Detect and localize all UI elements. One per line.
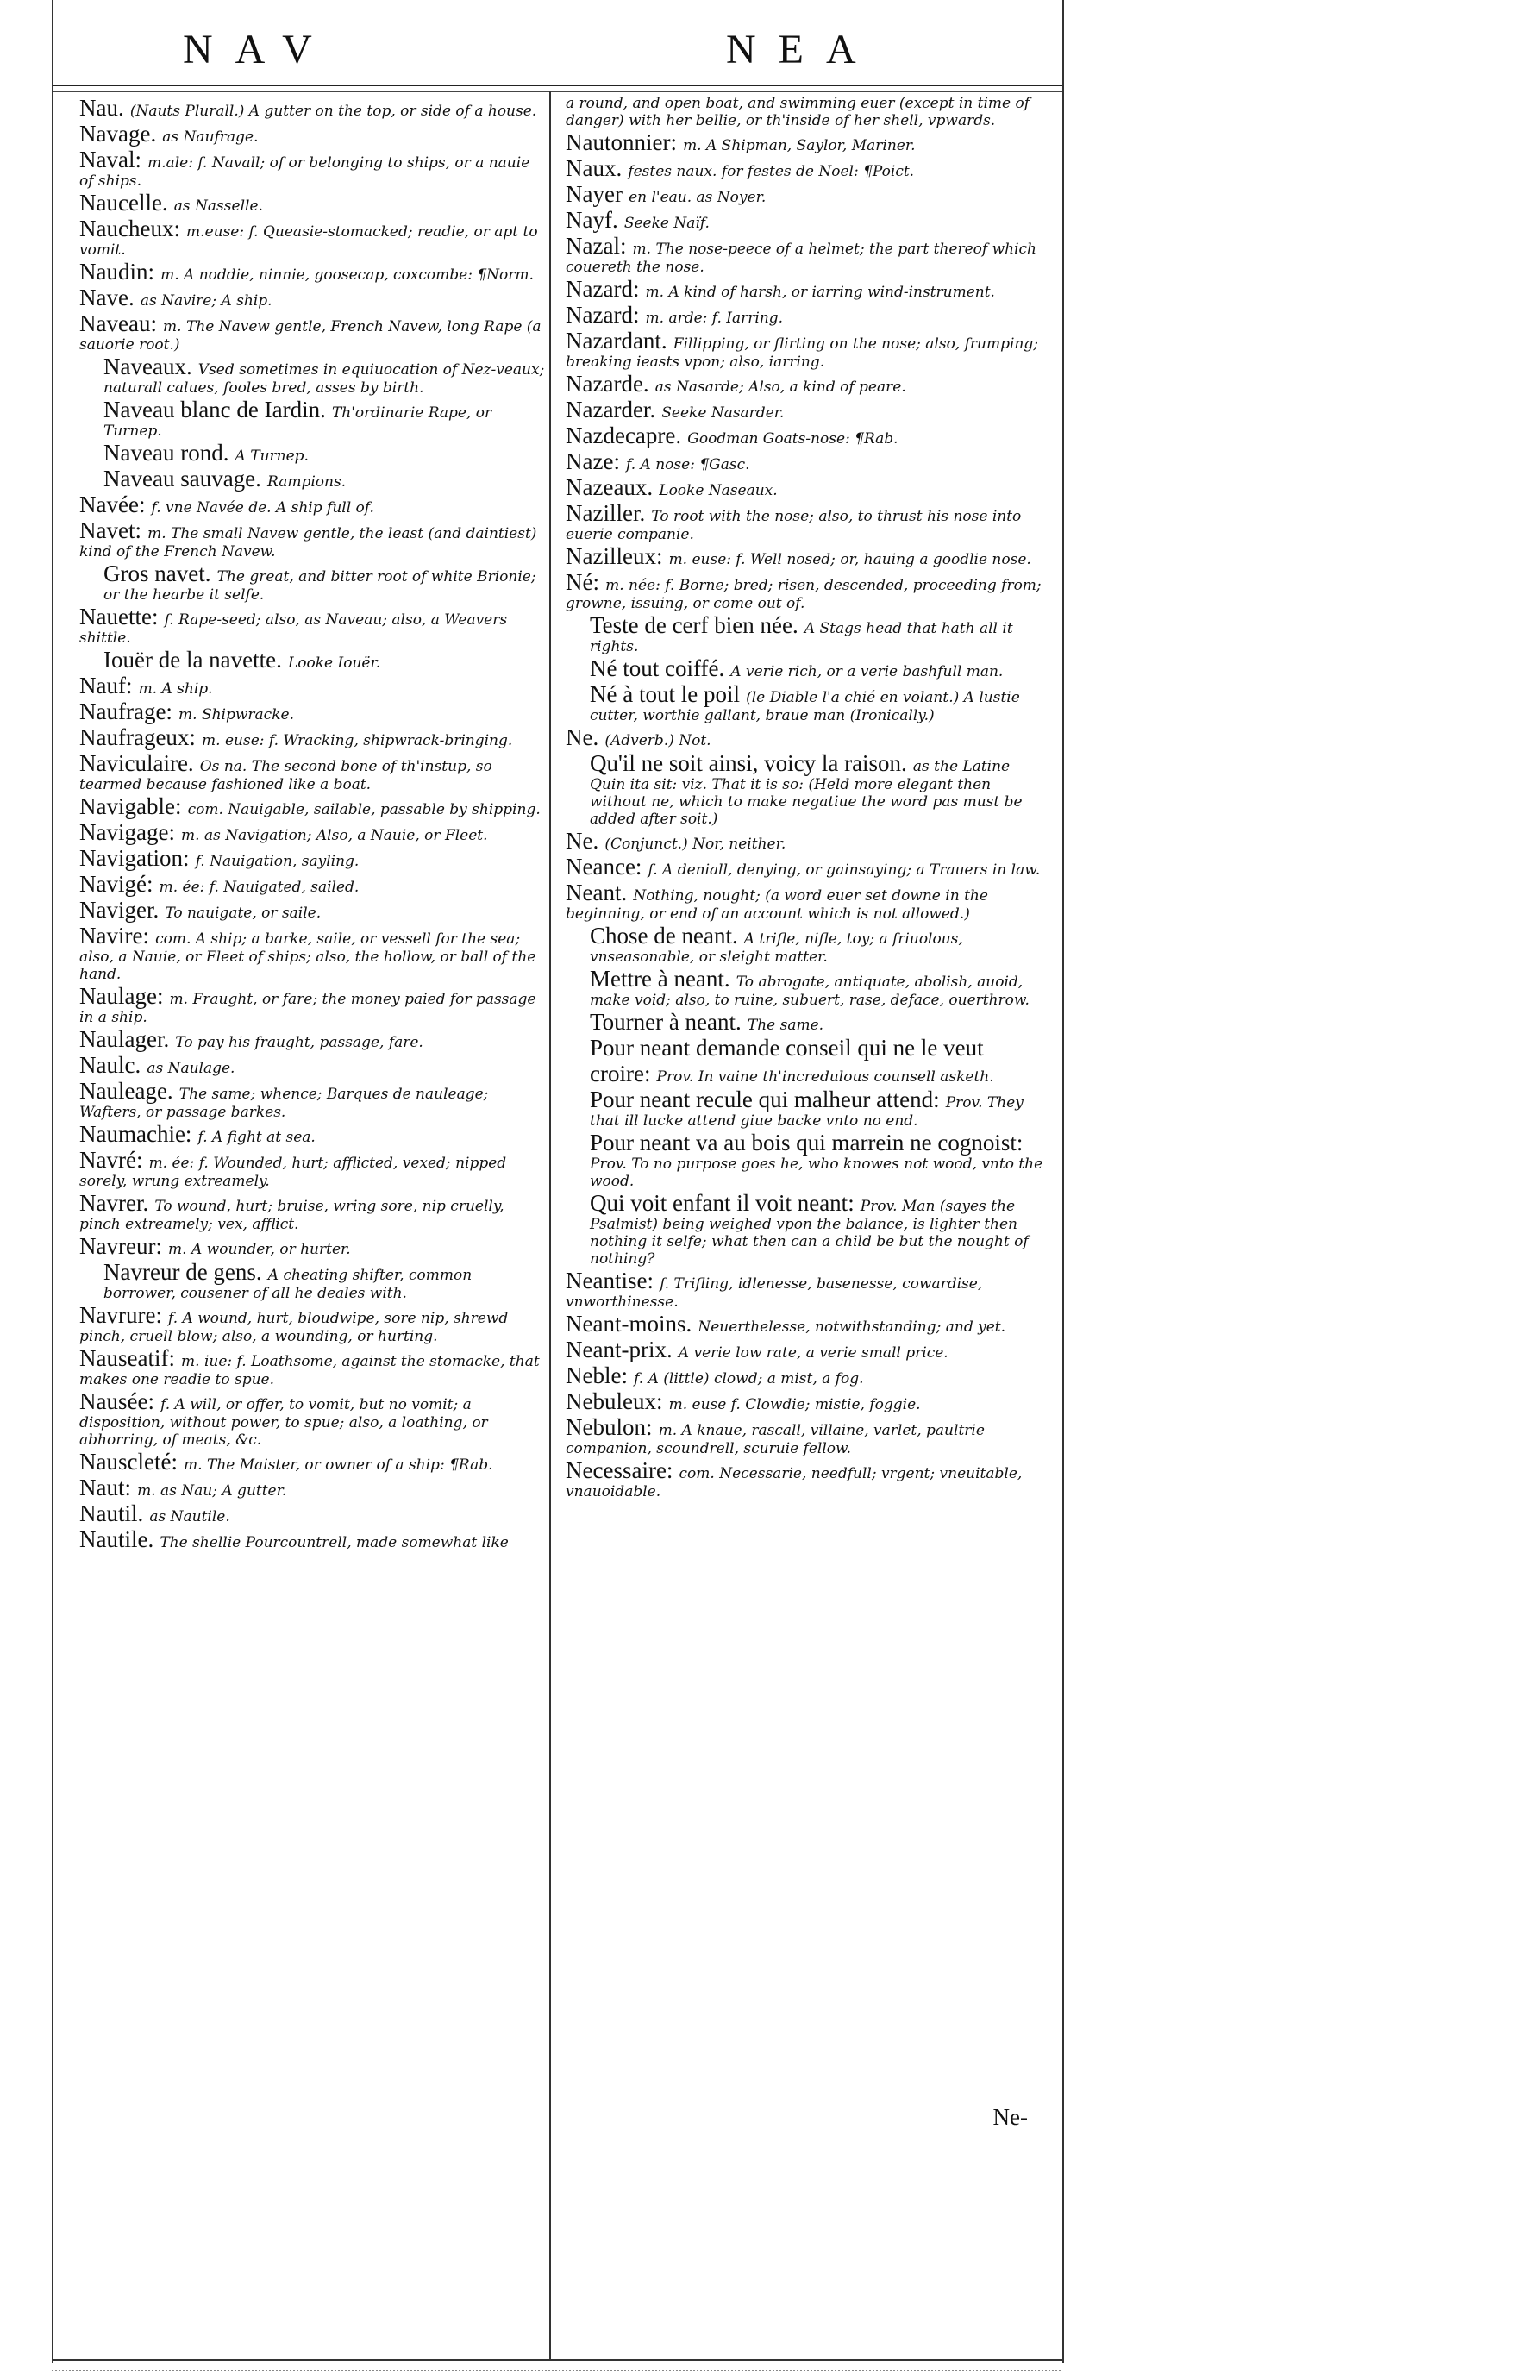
dictionary-entry <box>79 724 545 750</box>
left-column <box>79 95 545 1552</box>
entry-headword: Nebuleux: <box>566 1388 663 1414</box>
footer-rule <box>53 2359 1062 2361</box>
entry-definition: To wound, hurt; bruise, wring sore, nip cruelly, pinch extreamely; vex, afflict. <box>79 1198 504 1233</box>
entry-headword: Naux. <box>566 155 623 181</box>
entry-headword: Neantise: <box>566 1268 654 1293</box>
entry-headword: Navire: <box>79 923 149 949</box>
entry-headword: Ne. <box>566 828 599 854</box>
entry-definition: m. A ship. <box>138 680 213 698</box>
entry-definition: as Nasarde; Also, a kind of peare. <box>654 379 906 396</box>
entry-headword: Nazarder. <box>566 397 656 423</box>
entry-headword: Naumachie: <box>79 1121 192 1147</box>
dictionary-entry <box>79 397 545 440</box>
dictionary-entry <box>566 448 1049 474</box>
dictionary-entry <box>566 1268 1049 1311</box>
entry-definition: m. ée: f. Nauigated, sailed. <box>159 879 360 896</box>
dictionary-entry <box>79 793 545 819</box>
dictionary-entry <box>566 655 1049 681</box>
entry-headword: Qu'il ne soit ainsi, voicy la raison. <box>590 750 907 776</box>
entry-definition: m. The Navew gentle, French Navew, long Rape (a sauorie root.) <box>79 318 542 354</box>
entry-definition: Rampions. <box>267 473 347 491</box>
entry-definition: f. A nose: ¶Gasc. <box>626 456 750 473</box>
column-divider <box>549 91 551 2359</box>
entry-headword: Teste de cerf bien née. <box>590 612 798 638</box>
dictionary-entry <box>79 1121 545 1147</box>
dictionary-entry <box>79 466 545 492</box>
dictionary-entry <box>79 1147 545 1190</box>
dictionary-page <box>52 0 1064 2363</box>
entry-definition: Th'ordinarie Rape, or Turnep. <box>103 404 492 440</box>
dictionary-entry <box>566 966 1049 1009</box>
dictionary-entry <box>566 1414 1049 1457</box>
entry-headword: Chose de neant. <box>590 923 738 949</box>
entry-definition: f. vne Navée de. A ship full of. <box>151 499 374 517</box>
entry-headword: Necessaire: <box>566 1457 673 1483</box>
dictionary-entry <box>79 285 545 310</box>
dictionary-entry <box>79 1449 545 1475</box>
entry-definition: m.euse: f. Queasie-stomacked; readie, or apt to vomit. <box>79 223 538 259</box>
entry-definition: en l'eau. as Noyer. <box>629 189 767 206</box>
dictionary-entry <box>79 95 545 121</box>
entry-definition: m. A kind of harsh, or iarring wind-instrument. <box>645 284 995 301</box>
entry-headword: Neance: <box>566 854 642 880</box>
entry-definition: Fillipping, or flirting on the nose; also, frumping; breaking ieasts vpon; also, iarring. <box>566 335 1038 371</box>
entry-headword: Naval: <box>79 147 141 172</box>
dictionary-entry <box>566 1035 1049 1087</box>
entry-headword: Naveau: <box>79 310 157 336</box>
entry-headword: Mettre à neant. <box>590 966 730 992</box>
dictionary-entry <box>566 1087 1049 1130</box>
entry-definition: m. A noddie, ninnie, goosecap, coxcombe: ¶Norm. <box>160 266 534 284</box>
entry-headword: Qui voit enfant il voit neant: <box>590 1190 855 1216</box>
dictionary-entry <box>566 500 1049 543</box>
dictionary-entry <box>566 207 1049 233</box>
dictionary-entry <box>566 1362 1049 1388</box>
entry-definition: f. A (little) clowd; a mist, a fog. <box>634 1370 864 1387</box>
dictionary-entry <box>79 897 545 923</box>
dictionary-entry <box>566 612 1049 655</box>
entry-headword: Nausée: <box>79 1388 154 1414</box>
dictionary-entry <box>566 371 1049 397</box>
dictionary-entry <box>79 1475 545 1500</box>
entry-headword: Nazilleux: <box>566 543 663 569</box>
running-head-right: NEA <box>726 27 879 72</box>
entry-definition: m. arde: f. Iarring. <box>645 310 784 327</box>
entry-headword: Naudin: <box>79 259 154 285</box>
header-rule-thin <box>53 91 1062 92</box>
dictionary-entry <box>79 190 545 216</box>
entry-headword: Naveau sauvage. <box>103 466 261 492</box>
entry-definition: m. A wounder, or hurter. <box>168 1241 351 1258</box>
entry-definition: To abrogate, antiquate, abolish, auoid, make void; also, to ruine, subuert, rase, deface, ouerthrow. <box>590 974 1030 1009</box>
entry-headword: Naviculaire. <box>79 750 194 776</box>
entry-headword: Naziller. <box>566 500 646 526</box>
entry-definition: To pay his fraught, passage, fare. <box>175 1034 423 1051</box>
catchword: Ne- <box>992 2104 1028 2130</box>
entry-definition: as Nasselle. <box>173 197 263 215</box>
entry-headword: Navigé: <box>79 871 153 897</box>
header-rule <box>53 85 1062 86</box>
entry-headword: Neant. <box>566 880 628 905</box>
entry-definition: A Turnep. <box>235 448 309 465</box>
dictionary-entry <box>566 95 1049 129</box>
entry-headword: Neant-prix. <box>566 1337 673 1362</box>
entry-definition: as the Latine Quin ita sit: viz. That it is so: (Held more elegant then without ne, which to make negatiue the word pas must be added after soit.) <box>590 758 1023 828</box>
entry-headword: Nauette: <box>79 604 159 629</box>
entry-headword: Nazardant. <box>566 328 667 354</box>
dictionary-entry <box>566 1388 1049 1414</box>
entry-definition: Prov. They that ill lucke attend giue backe vnto no end. <box>590 1094 1024 1130</box>
entry-headword: Navré: <box>79 1147 143 1173</box>
dictionary-entry <box>79 871 545 897</box>
entry-headword: Nazarde. <box>566 371 649 397</box>
entry-definition: m. euse: f. Wracking, shipwrack-bringing. <box>202 732 513 749</box>
dictionary-entry <box>566 543 1049 569</box>
dictionary-entry <box>79 647 545 673</box>
entry-definition: To root with the nose; also, to thrust his nose into euerie companie. <box>566 508 1022 543</box>
entry-headword: Nave. <box>79 285 135 310</box>
entry-definition: a round, and open boat, and swimming euer (except in time of danger) with her bellie, or th'inside of her shell, vpwards. <box>566 95 1030 129</box>
dictionary-entry <box>79 1052 545 1078</box>
entry-definition: m.ale: f. Navall; of or belonging to ships, or a nauie of ships. <box>79 154 530 190</box>
entry-definition: m. as Navigation; Also, a Nauie, or Fleet. <box>181 827 488 844</box>
dictionary-entry <box>79 1078 545 1121</box>
entry-headword: Naveau blanc de Iardin. <box>103 397 326 423</box>
dictionary-entry <box>566 1457 1049 1500</box>
dictionary-entry <box>79 440 545 466</box>
entry-definition: m. Shipwracke. <box>178 706 294 723</box>
entry-headword: Naucelle. <box>79 190 168 216</box>
entry-headword: Tourner à neant. <box>590 1009 742 1035</box>
dictionary-entry <box>566 181 1049 207</box>
entry-headword: Naveaux. <box>103 354 192 379</box>
entry-definition: m. euse f. Clowdie; mistie, foggie. <box>668 1396 921 1413</box>
entry-definition: m. The Maister, or owner of a ship: ¶Rab. <box>184 1456 493 1474</box>
entry-definition: f. A wound, hurt, bloudwipe, sore nip, shrewd pinch, cruell blow; also, a wounding, or hurting. <box>79 1310 509 1345</box>
entry-headword: Naze: <box>566 448 620 474</box>
dictionary-entry <box>79 923 545 983</box>
dictionary-entry <box>566 155 1049 181</box>
entry-definition: Goodman Goats-nose: ¶Rab. <box>687 430 898 448</box>
dictionary-entry <box>79 492 545 517</box>
entry-headword: Nazard: <box>566 302 640 328</box>
entry-definition: com. A ship; a barke, saile, or vessell for the sea; also, a Nauie, or Fleet of ships; also, the hollow, or ball of the hand. <box>79 930 536 983</box>
dictionary-entry <box>566 129 1049 155</box>
dictionary-entry <box>566 1009 1049 1035</box>
entry-headword: Nazal: <box>566 233 627 259</box>
entry-definition: m. née: f. Borne; bred; risen, descended, proceeding from; growne, issuing, or come out of. <box>566 577 1042 612</box>
entry-definition: com. Necessarie, needfull; vrgent; vneuitable, vnauoidable. <box>566 1465 1023 1500</box>
dictionary-entry <box>566 854 1049 880</box>
entry-definition: m. as Nau; A gutter. <box>137 1482 287 1500</box>
entry-headword: Nazard: <box>566 276 640 302</box>
dictionary-entry <box>79 1388 545 1449</box>
entry-definition: Looke Naseaux. <box>659 482 778 499</box>
entry-headword: Né à tout le poil <box>590 681 740 707</box>
entry-headword: Né: <box>566 569 599 595</box>
entry-definition: A cheating shifter, common borrower, cousener of all he deales with. <box>103 1267 473 1302</box>
dictionary-entry <box>79 216 545 259</box>
dictionary-entry <box>566 569 1049 612</box>
dictionary-entry <box>566 681 1049 724</box>
entry-definition: f. A fight at sea. <box>197 1129 316 1146</box>
entry-definition: f. Rape-seed; also, as Naveau; also, a Weavers shittle. <box>79 611 508 647</box>
entry-headword: Naulager. <box>79 1026 170 1052</box>
entry-definition: as Navire; A ship. <box>140 292 272 310</box>
entry-headword: Nauscleté: <box>79 1449 178 1475</box>
entry-definition: Prov. Man (sayes the Psalmist) being weighed vpon the balance, is lighter then nothing it selfe; what then can a child be but the nought of nothing? <box>590 1198 1029 1268</box>
entry-headword: Navigage: <box>79 819 175 845</box>
dictionary-entry <box>79 1233 545 1259</box>
entry-headword: Navage. <box>79 121 157 147</box>
entry-headword: Navrure: <box>79 1302 162 1328</box>
dictionary-entry <box>79 561 545 604</box>
dictionary-entry <box>566 302 1049 328</box>
dictionary-entry <box>79 673 545 698</box>
entry-headword: Navreur: <box>79 1233 162 1259</box>
entry-headword: Naviger. <box>79 897 160 923</box>
entry-definition: as Nautile. <box>149 1508 230 1525</box>
entry-definition: m. euse: f. Well nosed; or, hauing a goodlie nose. <box>668 551 1031 568</box>
entry-headword: Gros navet. <box>103 561 211 586</box>
entry-definition: Seeke Naïf. <box>623 215 710 232</box>
entry-headword: Naveau rond. <box>103 440 229 466</box>
entry-definition: m. A Shipman, Saylor, Mariner. <box>683 137 916 154</box>
entry-definition: m. ée: f. Wounded, hurt; afflicted, vexed; nipped sorely, wrung extreamely. <box>79 1155 507 1190</box>
entry-definition: festes naux. for festes de Noel: ¶Poict. <box>628 163 915 180</box>
entry-definition: A verie rich, or a verie bashfull man. <box>730 663 1004 680</box>
entry-definition: To nauigate, or saile. <box>165 905 322 922</box>
dictionary-entry <box>79 121 545 147</box>
dictionary-entry <box>566 1311 1049 1337</box>
dictionary-entry <box>79 259 545 285</box>
entry-headword: Navée: <box>79 492 146 517</box>
dictionary-entry <box>79 517 545 561</box>
dictionary-entry <box>566 276 1049 302</box>
scan-edge-noise <box>52 2370 1061 2373</box>
entry-headword: Iouër de la navette. <box>103 647 282 673</box>
dictionary-entry <box>566 880 1049 923</box>
entry-headword: Nau. <box>79 95 124 121</box>
entry-headword: Pour neant demande conseil qui ne le veut croire: <box>590 1035 984 1087</box>
entry-headword: Neant-moins. <box>566 1311 692 1337</box>
entry-headword: Naufrageux: <box>79 724 196 750</box>
entry-headword: Pour neant recule qui malheur attend: <box>590 1087 940 1112</box>
entry-definition: f. A deniall, denying, or gainsaying; a Trauers in law. <box>648 861 1041 879</box>
entry-definition: The same; whence; Barques de nauleage; Wafters, or passage barkes. <box>79 1086 489 1121</box>
entry-headword: Neble: <box>566 1362 628 1388</box>
entry-headword: Nebulon: <box>566 1414 653 1440</box>
entry-definition: The same. <box>747 1017 824 1034</box>
entry-headword: Navet: <box>79 517 141 543</box>
entry-definition: Seeke Nasarder. <box>661 404 785 422</box>
entry-definition: m. Fraught, or fare; the money paied for passage in a ship. <box>79 991 536 1026</box>
entry-definition: Prov. In vaine th'incredulous counsell asketh. <box>656 1068 994 1086</box>
dictionary-entry <box>79 147 545 190</box>
dictionary-entry <box>566 1130 1049 1190</box>
entry-definition: The shellie Pourcountrell, made somewhat like <box>160 1534 509 1551</box>
entry-headword: Navigable: <box>79 793 182 819</box>
dictionary-entry <box>79 698 545 724</box>
entry-definition: Neuerthelesse, notwithstanding; and yet. <box>698 1318 1006 1336</box>
dictionary-entry <box>79 1190 545 1233</box>
entry-headword: Naucheux: <box>79 216 180 241</box>
dictionary-entry <box>79 1500 545 1526</box>
entry-definition: A Stags head that hath all it rights. <box>590 620 1013 655</box>
entry-definition: m. A knaue, rascall, villaine, varlet, paultrie companion, scoundrell, scuruie fellow. <box>566 1422 985 1457</box>
dictionary-entry <box>79 819 545 845</box>
entry-definition: as Naufrage. <box>162 128 259 146</box>
entry-headword: Nayer <box>566 181 623 207</box>
entry-headword: Ne. <box>566 724 599 750</box>
entry-headword: Nauleage. <box>79 1078 173 1104</box>
dictionary-entry <box>566 828 1049 854</box>
dictionary-entry <box>79 983 545 1026</box>
dictionary-entry <box>566 397 1049 423</box>
dictionary-entry <box>566 233 1049 276</box>
entry-headword: Navreur de gens. <box>103 1259 262 1285</box>
entry-definition: (Nauts Plurall.) A gutter on the top, or side of a house. <box>129 103 537 120</box>
entry-definition: f. A will, or offer, to vomit, but no vomit; a disposition, without power, to spue; also, a loathing, or abhorring, of meats, &c. <box>79 1396 488 1449</box>
entry-headword: Nautile. <box>79 1526 154 1552</box>
dictionary-entry <box>566 1337 1049 1362</box>
entry-headword: Né tout coiffé. <box>590 655 725 681</box>
running-head-left: NAV <box>183 27 335 72</box>
dictionary-entry <box>566 1190 1049 1268</box>
entry-headword: Navigation: <box>79 845 190 871</box>
entry-headword: Nauseatif: <box>79 1345 175 1371</box>
entry-definition: Os na. The second bone of th'instup, so tearmed because fashioned like a boat. <box>79 758 492 793</box>
entry-definition: (le Diable l'a chié en volant.) A lustie cutter, worthie gallant, braue man (Ironically.) <box>590 689 1020 724</box>
entry-headword: Naut: <box>79 1475 131 1500</box>
dictionary-entry <box>79 1259 545 1302</box>
dictionary-entry <box>566 923 1049 966</box>
dictionary-entry <box>79 354 545 397</box>
dictionary-entry <box>79 845 545 871</box>
entry-definition: com. Nauigable, sailable, passable by shipping. <box>187 801 541 818</box>
entry-definition: m. The small Navew gentle, the least (and daintiest) kind of the French Navew. <box>79 525 537 561</box>
entry-headword: Nazdecapre. <box>566 423 682 448</box>
dictionary-entry <box>566 750 1049 828</box>
dictionary-entry <box>566 423 1049 448</box>
entry-headword: Nautil. <box>79 1500 144 1526</box>
entry-headword: Pour neant va au bois qui marrein ne cognoist: <box>590 1130 1024 1156</box>
entry-definition: f. Nauigation, sayling. <box>195 853 360 870</box>
entry-definition: (Adverb.) Not. <box>604 732 711 749</box>
dictionary-entry <box>566 474 1049 500</box>
entry-headword: Naulage: <box>79 983 164 1009</box>
entry-definition: A trifle, nifle, toy; a friuolous, vnseasonable, or sleight matter. <box>590 930 963 966</box>
right-column <box>566 95 1049 1500</box>
entry-headword: Nauf: <box>79 673 133 698</box>
entry-definition: m. The nose-peece of a helmet; the part thereof which couereth the nose. <box>566 241 1036 276</box>
entry-headword: Nazeaux. <box>566 474 654 500</box>
entry-headword: Nayf. <box>566 207 618 233</box>
entry-definition: The great, and bitter root of white Brionie; or the hearbe it selfe. <box>103 568 536 604</box>
dictionary-entry <box>79 1026 545 1052</box>
entry-definition: Looke Iouër. <box>287 654 381 672</box>
dictionary-entry <box>566 328 1049 371</box>
entry-definition: A verie low rate, a verie small price. <box>678 1344 948 1362</box>
dictionary-entry <box>79 1526 545 1552</box>
entry-headword: Navrer. <box>79 1190 149 1216</box>
entry-definition: as Naulage. <box>147 1060 235 1077</box>
entry-definition: Vsed sometimes in equiuocation of Nez-veaux; naturall calues, fooles bred, asses by birth. <box>103 361 545 397</box>
entry-definition: (Conjunct.) Nor, neither. <box>604 836 786 853</box>
entry-definition: Nothing, nought; (a word euer set downe in the beginning, or end of an account which is not allowed.) <box>566 887 988 923</box>
dictionary-entry <box>79 1345 545 1388</box>
entry-headword: Naufrage: <box>79 698 172 724</box>
entry-definition: f. Trifling, idlenesse, basenesse, cowardise, vnworthinesse. <box>566 1275 983 1311</box>
dictionary-entry <box>79 1302 545 1345</box>
entry-definition: m. iue: f. Loathsome, against the stomacke, that makes one readie to spue. <box>79 1353 540 1388</box>
entry-headword: Nautonnier: <box>566 129 677 155</box>
dictionary-entry <box>566 724 1049 750</box>
dictionary-entry <box>79 604 545 647</box>
entry-definition: Prov. To no purpose goes he, who knowes not wood, vnto the wood. <box>590 1156 1043 1190</box>
dictionary-entry <box>79 750 545 793</box>
entry-headword: Naulc. <box>79 1052 141 1078</box>
dictionary-entry <box>79 310 545 354</box>
